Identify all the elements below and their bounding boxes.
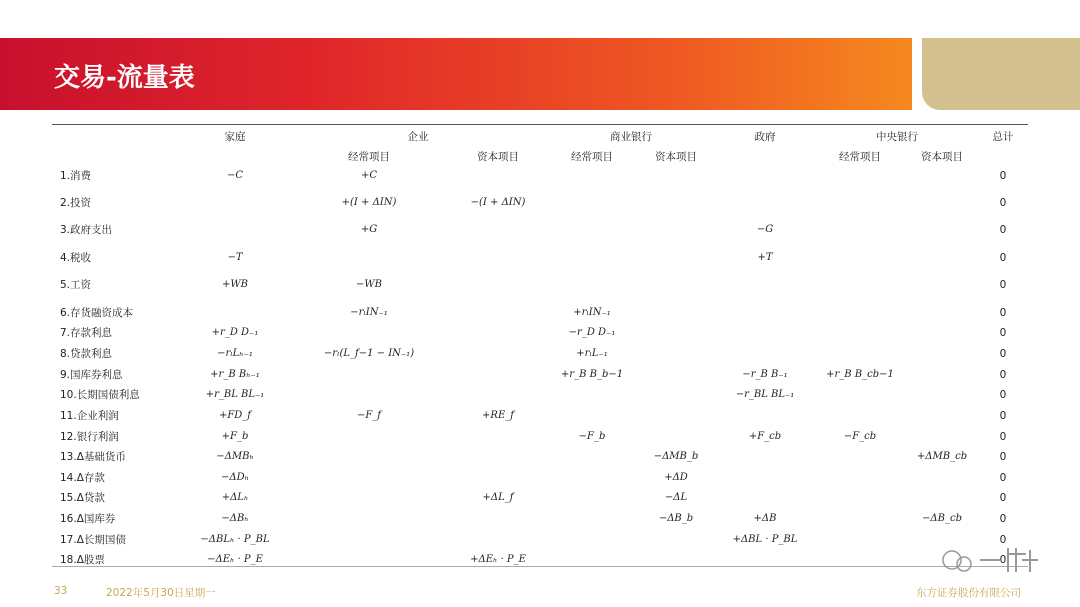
row-label: 6.存货融资成本	[60, 307, 134, 319]
row-label: 2.投资	[60, 197, 92, 209]
column-sub-header: 资本项目	[655, 151, 697, 163]
table-cell: −G	[756, 224, 774, 235]
table-cell: −F_cb	[843, 431, 877, 442]
row-total: 0	[999, 197, 1007, 209]
table-cell: −F_f	[356, 410, 382, 421]
table-top-rule	[52, 124, 1028, 125]
table-cell: +r_D D₋₁	[211, 327, 259, 338]
column-group-header: 商业银行	[610, 131, 652, 143]
row-label: 8.贷款利息	[60, 348, 113, 360]
table-cell: +ΔL_f	[482, 492, 514, 503]
corner-tab	[922, 38, 1080, 110]
table-cell: −ΔEₕ · P_E	[207, 554, 263, 565]
row-total: 0	[999, 369, 1007, 381]
table-cell: −ΔDₕ	[221, 472, 249, 483]
row-label: 5.工资	[60, 279, 92, 291]
table-cell: +ΔBL · P_BL	[732, 534, 798, 545]
row-total: 0	[999, 389, 1007, 401]
table-cell: +F_cb	[748, 431, 782, 442]
watermark-logo	[938, 540, 1048, 580]
row-total: 0	[999, 327, 1007, 339]
row-total: 0	[999, 431, 1007, 443]
row-total: 0	[999, 513, 1007, 525]
row-total: 0	[999, 410, 1007, 422]
column-group-header: 企业	[407, 131, 429, 143]
table-cell: +rₗL₋₁	[576, 348, 608, 359]
row-total: 0	[999, 492, 1007, 504]
row-label: 9.国库券利息	[60, 369, 123, 381]
row-total: 0	[999, 224, 1007, 236]
table-cell: −ΔBLₕ · P_BL	[200, 534, 270, 545]
page-title: 交易-流量表	[54, 63, 195, 93]
footer-date: 2022年5月30日星期一	[106, 587, 216, 599]
table-cell: +ΔMB_cb	[916, 451, 968, 462]
table-cell: −(I + ΔIN)	[470, 197, 526, 208]
column-sub-header: 经常项目	[571, 151, 613, 163]
table-cell: +r_B B_b−1	[560, 369, 624, 380]
row-label: 18.Δ股票	[60, 554, 105, 566]
table-cell: +r_BL BL₋₁	[205, 389, 265, 400]
table-cell: +RE_f	[482, 410, 514, 421]
table-cell: −ΔB_b	[658, 513, 694, 524]
column-group-header: 总计	[992, 131, 1014, 143]
row-label: 15.Δ贷款	[60, 492, 105, 504]
column-sub-header: 资本项目	[921, 151, 963, 163]
table-bottom-rule	[52, 566, 1028, 567]
column-group-header: 家庭	[224, 131, 246, 143]
row-label: 3.政府支出	[60, 224, 113, 236]
table-cell: −WB	[355, 279, 383, 290]
row-label: 4.税收	[60, 252, 92, 264]
table-cell: −r_BL BL₋₁	[735, 389, 795, 400]
row-total: 0	[999, 472, 1007, 484]
table-cell: +G	[360, 224, 378, 235]
table-cell: +rₗIN₋₁	[573, 307, 611, 318]
table-cell: −rₗIN₋₁	[350, 307, 388, 318]
row-label: 11.企业利润	[60, 410, 119, 422]
row-total: 0	[999, 170, 1007, 182]
footer-company: 东方证券股份有限公司	[916, 587, 1021, 599]
table-cell: −ΔMB_b	[653, 451, 699, 462]
table-cell: −ΔB_cb	[922, 513, 962, 524]
row-total: 0	[999, 279, 1007, 291]
column-group-header: 中央银行	[876, 131, 918, 143]
table-cell: +ΔD	[664, 472, 688, 483]
table-cell: +(I + ΔIN)	[341, 197, 397, 208]
table-cell: +ΔB	[753, 513, 777, 524]
row-total: 0	[999, 307, 1007, 319]
row-label: 10.长期国债利息	[60, 389, 140, 401]
table-cell: −T	[227, 252, 243, 263]
row-total: 0	[999, 451, 1007, 463]
table-cell: +C	[360, 170, 378, 181]
table-cell: +r_B B_cb−1	[826, 369, 894, 380]
table-cell: −rₗ(L_f−1 − IN₋₁)	[323, 348, 415, 359]
table-cell: +r_B Bₕ₋₁	[210, 369, 260, 380]
column-sub-header: 经常项目	[839, 151, 881, 163]
table-cell: +F_b	[221, 431, 249, 442]
table-cell: −F_b	[578, 431, 606, 442]
row-label: 7.存款利息	[60, 327, 113, 339]
row-label: 13.Δ基础货币	[60, 451, 126, 463]
table-cell: −rₗLₕ₋₁	[217, 348, 253, 359]
table-cell: +T	[757, 252, 773, 263]
row-label: 1.消费	[60, 170, 92, 182]
column-sub-header: 资本项目	[477, 151, 519, 163]
table-cell: +FD_f	[218, 410, 252, 421]
table-cell: −ΔL	[664, 492, 688, 503]
table-cell: +ΔLₕ	[221, 492, 249, 503]
column-group-header: 政府	[754, 131, 776, 143]
row-total: 0	[999, 554, 1007, 566]
row-label: 12.银行利润	[60, 431, 119, 443]
row-label: 17.Δ长期国债	[60, 534, 126, 546]
table-cell: +WB	[221, 279, 249, 290]
row-label: 14.Δ存款	[60, 472, 105, 484]
table-cell: −r_D D₋₁	[568, 327, 616, 338]
table-cell: −ΔMBₕ	[216, 451, 254, 462]
footer-page-number: 33	[54, 585, 68, 597]
row-total: 0	[999, 252, 1007, 264]
row-total: 0	[999, 348, 1007, 360]
row-total: 0	[999, 534, 1007, 546]
table-cell: −C	[226, 170, 244, 181]
row-label: 16.Δ国库券	[60, 513, 116, 525]
table-cell: −r_B B₋₁	[742, 369, 788, 380]
table-cell: +ΔEₕ · P_E	[470, 554, 526, 565]
table-cell: −ΔBₕ	[221, 513, 249, 524]
column-sub-header: 经常项目	[348, 151, 390, 163]
